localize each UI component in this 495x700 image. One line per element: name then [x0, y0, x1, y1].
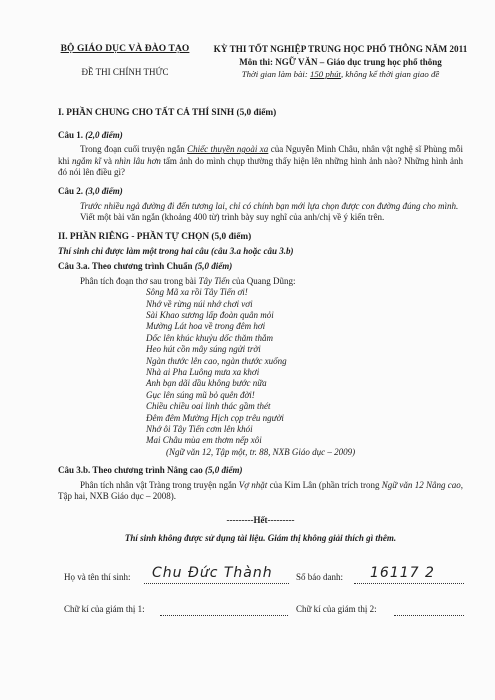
- proctor2-signature-line: [394, 606, 464, 616]
- question3a-intro: [58, 276, 463, 288]
- signature-row: [64, 600, 464, 632]
- q3a-label: Câu 3.a. Theo chương trình Chuẩn: [58, 260, 195, 271]
- q3b-work-title: Vợ nhặt: [238, 479, 268, 490]
- candidate-row: [64, 565, 464, 600]
- q1-points: (2,0 điểm): [85, 129, 123, 140]
- candidate-fields: [64, 565, 464, 632]
- candidate-name-handwriting: Chu Đức Thành: [152, 565, 273, 581]
- q3b-text-3: , Tập hai, NXB Giáo dục – 2008).: [58, 479, 464, 502]
- header-left: [50, 44, 200, 77]
- candidate-number-handwriting: 16117 2: [370, 565, 435, 581]
- part2-title: II. PHẦN RIÊNG - PHẦN TỰ CHỌN (5,0 điểm): [58, 231, 252, 242]
- poem-line: Nhà ai Pha Luông mưa xa khơi: [146, 366, 260, 377]
- poem-line: Nhớ về rừng núi nhớ chơi vơi: [146, 298, 253, 309]
- q1-work-title: Chiếc thuyền ngoài xa: [187, 144, 269, 155]
- q1-text-4: tấm ảnh do mình chụp thường thấy hiện lên những hình ảnh nào? Những hình ảnh đó nói lên điều gì?: [58, 155, 463, 178]
- q1-phrase-2: nhìn lâu hơn: [114, 155, 161, 166]
- poem-line: Mường Lát hoa về trong đêm hơi: [146, 321, 266, 332]
- end-marker: ---------Hết---------: [226, 515, 295, 525]
- question2-heading: [58, 186, 463, 198]
- poem: [146, 287, 463, 447]
- poem-line: Sài Khao sương lấp đoàn quân mỏi: [146, 309, 274, 320]
- poem-line: Đêm đêm Mường Hịch cọp trêu người: [146, 412, 284, 423]
- q1-text-3: và: [101, 155, 115, 166]
- time-prefix: Thời gian làm bài:: [241, 69, 310, 79]
- ministry-name: BỘ GIÁO DỤC VÀ ĐÀO TẠO: [60, 44, 190, 54]
- exam-subject: [208, 57, 473, 67]
- proctor1-signature-label: Chữ kí của giám thị 1:: [64, 604, 145, 614]
- q1-text-1: Trong đoạn cuối truyện ngắn: [80, 144, 188, 155]
- q1-phrase-1: ngắm kĩ: [72, 155, 102, 166]
- official-label: ĐỀ THI CHÍNH THỨC: [81, 67, 169, 77]
- poem-line: Gục lên súng mũ bỏ quên đời!: [146, 389, 255, 400]
- proctor2-signature-label: Chữ kí của giám thị 2:: [296, 604, 377, 614]
- poem-source: (Ngữ văn 12, Tập một, tr. 88, NXB Giáo dục – 2009): [166, 446, 356, 457]
- poem-line: Sông Mã xa rồi Tây Tiến ơi!: [146, 287, 248, 298]
- poem-line: Heo hút cồn mây súng ngửi trời: [146, 344, 261, 355]
- header-right: [208, 44, 473, 79]
- question1-text: [58, 144, 463, 179]
- exam-title: KỲ THI TỐT NGHIỆP TRUNG HỌC PHỔ THÔNG NĂM 2011: [213, 44, 468, 54]
- q3a-intro-2: của Quang Dũng:: [229, 275, 296, 286]
- q3b-label: Câu 3.b. Theo chương trình Nâng cao: [58, 465, 205, 476]
- poem-line: Mai Châu mùa em thơm nếp xôi: [146, 435, 262, 446]
- exam-note: Thí sinh không được sử dụng tài liệu. Giám thị không giải thích gì thêm.: [124, 532, 397, 543]
- question1-heading: [58, 130, 463, 142]
- time-suffix: , không kể thời gian giao đề: [341, 69, 440, 79]
- q3a-points: (5,0 điểm): [194, 260, 233, 271]
- q2-label: Câu 2.: [58, 185, 86, 196]
- part1-title: I. PHẦN CHUNG CHO TẤT CẢ THÍ SINH (5,0 điểm): [58, 108, 277, 118]
- question3b-heading: [58, 465, 463, 477]
- question2-quote: Trước nhiều ngả đường đi đến tương lai, chỉ có chính bạn mới lựa chọn được con đường đúng cho mình.: [80, 200, 459, 211]
- q3b-text-2: của Kim Lân (phần trích trong: [267, 479, 382, 490]
- time-value: 150 phút: [309, 69, 341, 79]
- q1-label: Câu 1.: [58, 129, 86, 140]
- q3a-work-title: Tây Tiến: [198, 275, 230, 286]
- poem-line: Ngàn thước lên cao, ngàn thước xuống: [146, 355, 287, 366]
- exam-time: [208, 69, 473, 79]
- q3a-intro-1: Phân tích đoạn thơ sau trong bài: [80, 275, 199, 286]
- q1-text-2: của Nguyễn Minh Châu, nhân vật nghệ sĩ Phùng mỗi khi: [58, 144, 463, 166]
- subject-prefix: Môn thi:: [239, 57, 276, 67]
- part2-note: Thí sinh chỉ được làm một trong hai câu (câu 3.a hoặc câu 3.b): [58, 246, 294, 257]
- poem-line: Dốc lên khúc khuỷu dốc thăm thẳm: [146, 332, 273, 343]
- subject-name: NGỮ VĂN: [275, 57, 318, 67]
- candidate-number-label: Số báo danh:: [296, 572, 343, 582]
- question3a-heading: [58, 261, 463, 273]
- poem-line: Anh bạn dãi dầu không bước nữa: [146, 378, 267, 389]
- question2-task: Viết một bài văn ngắn (khoảng 400 từ) trình bày suy nghĩ của anh/chị về ý kiến trên.: [80, 212, 385, 223]
- poem-line: Nhớ ôi Tây Tiến cơm lên khói: [146, 424, 253, 434]
- question3b-text: [58, 480, 463, 503]
- poem-line: Chiều chiều oai linh thác gầm thét: [146, 401, 271, 412]
- q3b-points: (5,0 điểm): [205, 465, 243, 476]
- q2-points: (3,0 điểm): [85, 185, 123, 196]
- subject-suffix: – Giáo dục trung học phổ thông: [317, 57, 442, 67]
- exam-body: [58, 108, 463, 544]
- q3b-book-title: Ngữ văn 12 Nâng cao: [381, 479, 461, 490]
- q3b-text-1: Phân tích nhân vật Tràng trong truyện ngắn: [80, 479, 239, 490]
- candidate-name-label: Họ và tên thí sinh:: [64, 572, 131, 582]
- proctor1-signature-line: [160, 606, 288, 616]
